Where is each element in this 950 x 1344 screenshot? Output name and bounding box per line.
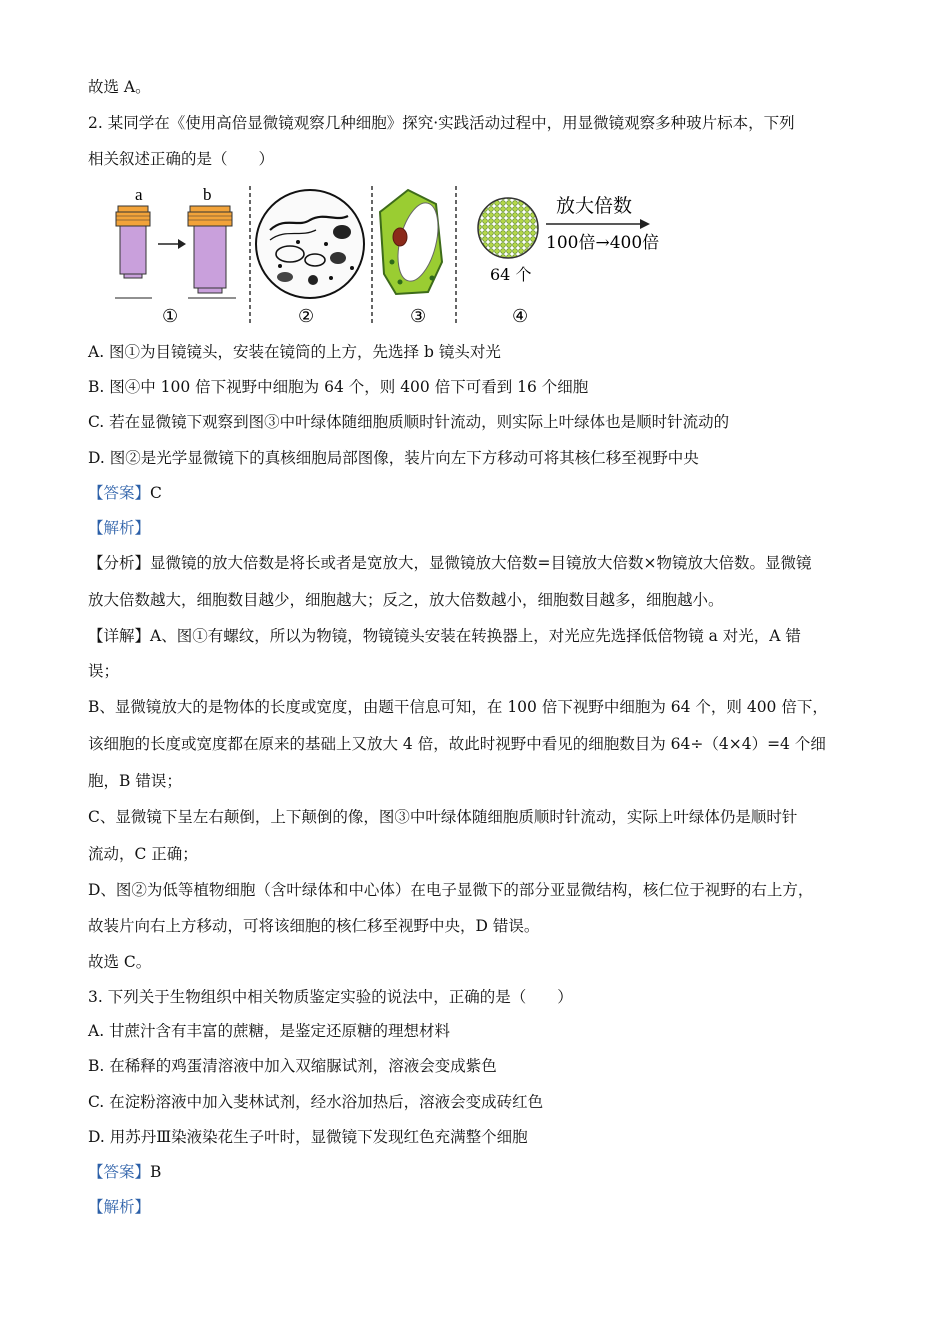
objective-lens-a xyxy=(116,185,150,278)
plant-cell xyxy=(380,190,445,294)
detail-line: 该细胞的长度或宽度都在原来的基础上又放大 4 倍，故此时视野中看见的细胞数目为 64÷（4×4）=4 个细 xyxy=(88,735,826,753)
option-b: B. 图④中 100 倍下视野中细胞为 64 个，则 400 倍下可看到 16 个细胞 xyxy=(88,378,589,396)
label-1: ① xyxy=(162,306,179,327)
detail-line: 流动，C 正确； xyxy=(88,845,198,863)
analysis-tag: 【解析】 xyxy=(88,519,151,537)
answer-line xyxy=(88,1162,161,1182)
label-a: a xyxy=(135,185,143,204)
magnification-title: 放大倍数 xyxy=(556,195,633,217)
detail-line: C、显微镜下呈左右颠倒，上下颠倒的像，图③中叶绿体随细胞质顺时针流动，实际上叶绿体仍是顺时针 xyxy=(88,808,798,826)
option-a: A. 甘蔗汁含有丰富的蔗糖，是鉴定还原糖的理想材料 xyxy=(88,1022,451,1040)
option-a: A. 图①为目镜镜头，安装在镜筒的上方，先选择 b 镜头对光 xyxy=(88,343,501,361)
option-d: D. 图②是光学显微镜下的真核细胞局部图像，装片向左下方移动可将其核仁移至视野中央 xyxy=(88,449,699,467)
magnification-value: 100倍→400倍 xyxy=(546,233,660,253)
detail-line: D、图②为低等植物细胞（含叶绿体和中心体）在电子显微下的部分亚显微结构，核仁位于视野的右上方， xyxy=(88,881,814,899)
answer-line xyxy=(88,483,162,503)
answer-tag: 【答案】 xyxy=(88,484,151,502)
detail-line: 故装片向右上方移动，可将该细胞的核仁移至视野中央，D 错误。 xyxy=(88,917,540,935)
label-3: ③ xyxy=(410,306,427,327)
option-c: C. 若在显微镜下观察到图③中叶绿体随细胞质顺时针流动，则实际上叶绿体也是顺时针流动的 xyxy=(88,413,730,431)
question-2-stem-cont: 相关叙述正确的是（ ） xyxy=(88,150,275,168)
label-b: b xyxy=(203,185,212,204)
detail-line: 误； xyxy=(88,662,120,680)
electron-micrograph-cell xyxy=(256,190,364,298)
text-line: 故选 A。 xyxy=(88,78,151,96)
analysis-line: 【分析】显微镜的放大倍数是将长或者是宽放大，显微镜放大倍数=目镜放大倍数×物镜放大倍数。显微镜 xyxy=(88,554,812,572)
analysis-line: 放大倍数越大，细胞数目越少，细胞越大；反之，放大倍数越小，细胞数目越多，细胞越小。 xyxy=(88,591,724,609)
text-line: 故选 C。 xyxy=(88,953,152,971)
option-c: C. 在淀粉溶液中加入斐林试剂，经水浴加热后，溶液会变成砖红色 xyxy=(88,1093,544,1111)
detail-line: 【详解】A、图①有螺纹，所以为物镜，物镜镜头安装在转换器上，对光应先选择低倍物镜 a 对光，A 错 xyxy=(88,627,801,645)
detail-line: B、显微镜放大的是物体的长度或宽度，由题干信息可知，在 100 倍下视野中细胞为 64 个，则 400 倍下， xyxy=(88,698,828,716)
objective-lens-b xyxy=(188,185,232,293)
answer-value: B xyxy=(150,1163,162,1181)
option-d: D. 用苏丹Ⅲ染液染花生子叶时，显微镜下发现红色充满整个细胞 xyxy=(88,1128,528,1146)
label-2: ② xyxy=(298,306,315,327)
question-3-stem: 3. 下列关于生物组织中相关物质鉴定实验的说法中，正确的是（ ） xyxy=(88,988,573,1006)
microscope-figure xyxy=(110,182,690,328)
answer-tag: 【答案】 xyxy=(88,1163,151,1181)
analysis-tag: 【解析】 xyxy=(88,1198,151,1216)
answer-value: C xyxy=(150,484,162,502)
cell-count-label: 64 个 xyxy=(490,265,532,284)
detail-line: 胞，B 错误； xyxy=(88,772,182,790)
label-4: ④ xyxy=(512,306,529,327)
question-2-stem: 2. 某同学在《使用高倍显微镜观察几种细胞》探究·实践活动过程中，用显微镜观察多种玻片标本，下列 xyxy=(88,114,795,132)
option-b: B. 在稀释的鸡蛋清溶液中加入双缩脲试剂，溶液会变成紫色 xyxy=(88,1057,497,1075)
microscope-field-64-cells xyxy=(478,198,538,258)
